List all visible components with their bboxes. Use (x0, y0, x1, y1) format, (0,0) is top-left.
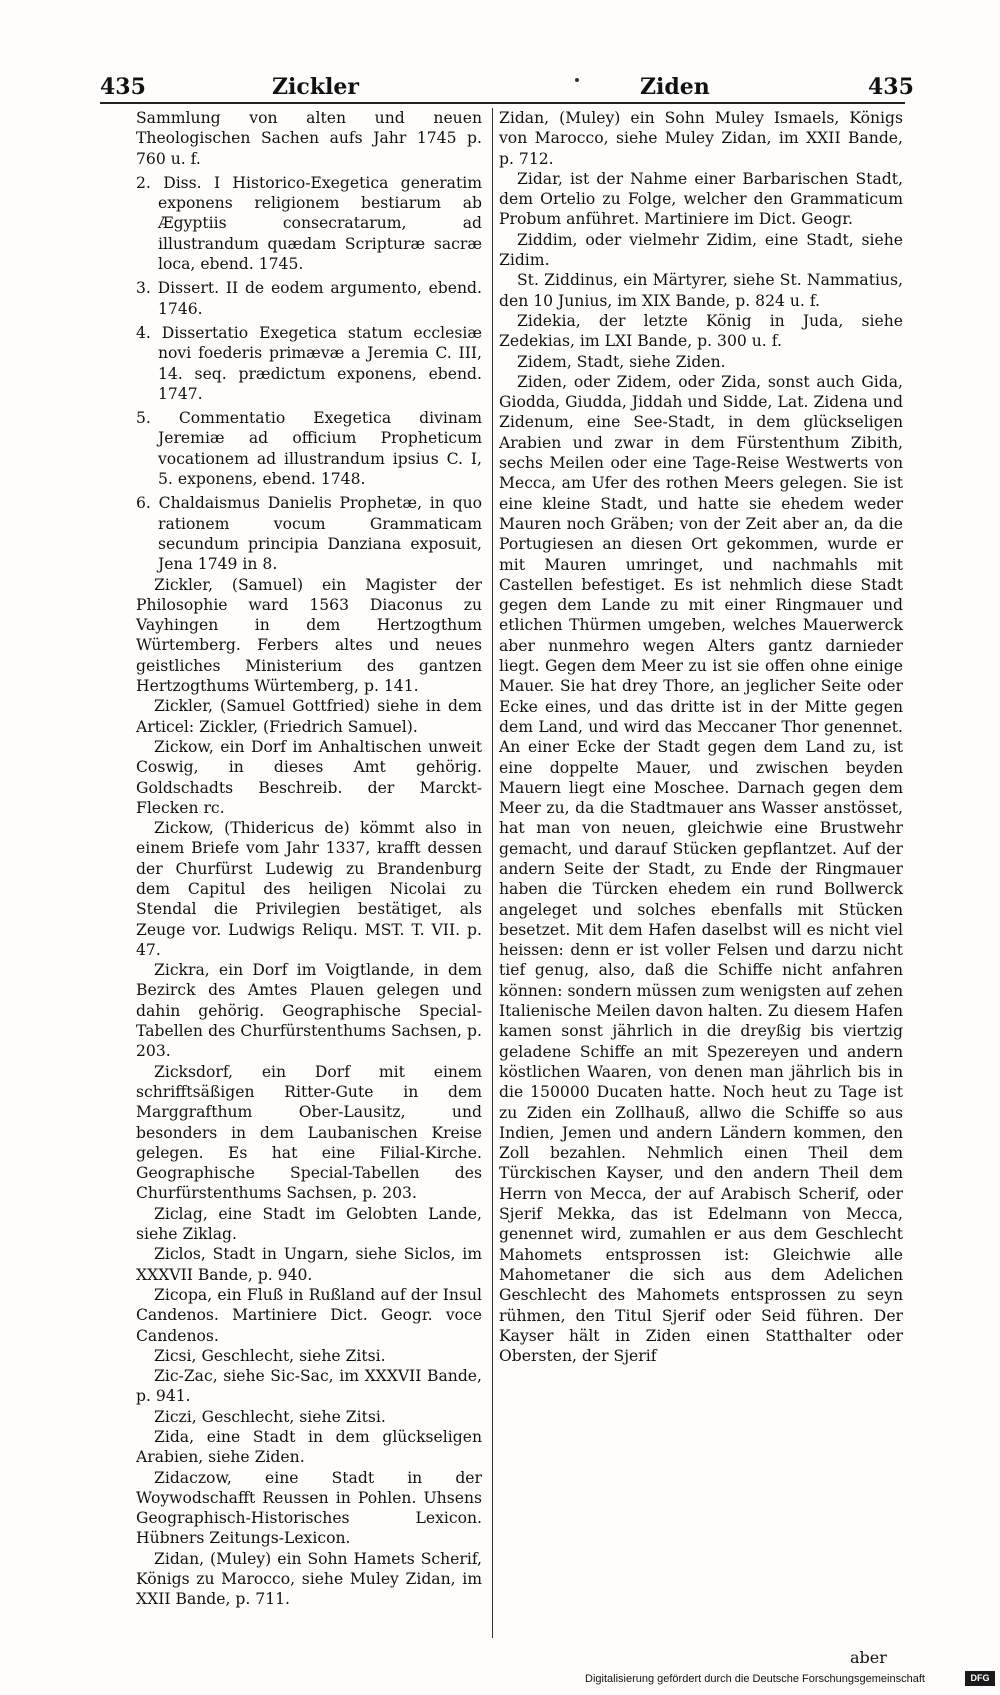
header-ornament (575, 78, 579, 82)
dictionary-entry: Ziclag, eine Stadt im Gelobten Lande, siehe Ziklag. (136, 1204, 482, 1244)
header-rule (100, 102, 905, 104)
dictionary-entry: Ziczi, Geschlecht, siehe Zitsi. (154, 1407, 386, 1426)
digitization-credit: Digitalisierung gefördert durch die Deutsche Forschungsgemeinschaft (585, 1673, 925, 1685)
dictionary-entry: Ziddim, oder vielmehr Zidim, eine Stadt, siehe Zidim. (499, 230, 903, 270)
dictionary-entry: Zidem, Stadt, siehe Ziden. (517, 352, 726, 371)
numbered-item: 5. Commentatio Exegetica divinam Jeremiæ ad officium Propheticum vocationem ad illustrandum ipsius C. I, 5. exponens, ebend. 1748. (136, 409, 482, 489)
dictionary-entry: Zickow, (Thidericus de) kömmt also in einem Briefe vom Jahr 1337, krafft dessen der Churfürst Ludewig zu Brandenburg dem Capitul des heiligen Nicolai zu Stendal die Privilegien bestätiget, als Zeuge vor. Ludwigs Reliqu. MST. T. VII. p. 47. (136, 819, 482, 959)
right-column (499, 108, 903, 1366)
numbered-item: 2. Diss. I Historico-Exegetica generatim exponens religionem bestiarum ab Ægyptiis consecratarum, ad illustrandum quædam Scripturæ sacræ loca, ebend. 1745. (136, 173, 482, 274)
dfg-logo: DFG (965, 1671, 995, 1686)
page-number-left: 435 (100, 74, 146, 100)
dictionary-entry: Zickler, (Samuel Gottfried) siehe in dem Articel: Zickler, (Friedrich Samuel). (136, 697, 482, 736)
running-head-right: Ziden (640, 74, 710, 100)
catchword: aber (850, 1648, 887, 1667)
dictionary-entry: Zickra, ein Dorf im Voigtlande, in dem Bezirck des Amtes Plauen gelegen und dahin gehörig. Geographische Special-Tabellen des Churfürstenthums Sachsen, p. 203. (136, 961, 482, 1061)
dictionary-entry: Ziden, oder Zidem, oder Zida, sonst auch Gida, Giodda, Giudda, Jiddah und Sidde, Lat. Zidena und Zidenum, eine See-Stadt, in dem glückseligen Arabien und zwar in dem Fürstenthum Zibith, sechs Meilen oder eine Tage-Reise Westwerts von Mecca, am Ufer des rothen Meers gelegen. Sie ist eine kleine Stadt, und hatte sie ehedem weder Mauren noch Gräben; von der Zeit aber an, da die Portugiesen an diesen Ort gekommen, wurde er mit Mauren umringet, und nachmahls mit Castellen befestiget. Es ist nehmlich diese Stadt gegen dem Lande zu mit einer Ringmauer und etlichen Thürmen umgeben, welches Mauerwerck aber nunmehro wegen Alters gantz darnieder liegt. Gegen dem Meer zu ist sie offen ohne einige Mauer. Sie hat drey Thore, an jeglicher Seite oder Ecke eines, und das dritte ist in der Mitte gegen dem Land, und wird das Meccaner Thor genennet. An einer Ecke der Stadt gegen dem Land zu, ist eine doppelte Mauer, und zwischen beyden Mauern liegt eine Moschee. Darnach gegen dem Meer zu, da die Stadtmauer ans Wasser anstösset, hat man von neuen, gleichwie eine Brustwehr gemacht, und darauf Stücken gepflantzet. Auf der andern Seite der Stadt, zu Ende der Ringmauer haben die Türcken ehedem ein rund Bollwerck angeleget und solches ebenfalls mit Stücken besetzet. Mit dem Hafen daselbst will es nicht viel heissen: denn er ist voller Felsen und darzu nicht tief genug, also, daß die Schiffe nicht anfahren können: sondern müssen zum wenigsten auf zehen Italienische Meilen davon halten. Zu diesem Hafen kamen sonst jährlich in die dreyßig bis viertzig geladene Schiffe an mit Spezereyen und andern köstlichen Waaren, von denen man jährlich bis in die 150000 Ducaten hatte. Noch heut zu Tage ist zu Ziden ein Zollhauß, allwo die Schiffe so aus Indien, Jemen und andern Ländern kommen, den Zoll bezahlen. Nehmlich einen Theil dem Türckischen Kayser, und den andern Theil dem Herrn von Mecca, der auf Arabisch Scherif, oder Sjerif Mekka, das ist Edelmann von Mecca, genennet wird, zumahlen er aus dem Geschlecht Mahomets entsprossen ist: Gleichwie alle Mahometaner die sich aus dem Adelichen Geschlecht des Mahomets entsprossen zu seyn rühmen, den Titul Sjerif oder Seid führen. Der Kayser hält in Ziden einen Statthalter oder Obersten, der Sjerif (499, 372, 903, 1366)
running-head-left: Zickler (272, 74, 360, 100)
dictionary-entry: St. Ziddinus, ein Märtyrer, siehe St. Nammatius, den 10 Junius, im XIX Bande, p. 824 u. f. (499, 271, 903, 310)
page-number-right: 435 (868, 74, 914, 100)
numbered-item: 4. Dissertatio Exegetica statum ecclesiæ novi foederis primævæ a Jeremia C. III, 14. seq. prædictum exponens, ebend. 1747. (136, 323, 482, 403)
dictionary-entry: Zic-Zac, siehe Sic-Sac, im XXXVII Bande, p. 941. (136, 1367, 482, 1406)
dictionary-entry: Zidar, ist der Nahme einer Barbarischen Stadt, dem Ortelio zu Folge, welcher den Grammaticum Probum anführet. Martiniere im Dict. Geogr. (499, 169, 903, 229)
dictionary-entry: Zicksdorf, ein Dorf mit einem schrifftsäßigen Ritter-Gute in dem Marggrafthum Ober-Lausitz, und besonders in dem Laubanischen Kreise gelegen. Es hat eine Filial-Kirche. Geographische Special-Tabellen des Churfürstenthums Sachsen, p. 203. (136, 1062, 482, 1203)
dictionary-entry: Sammlung von alten und neuen Theologischen Sachen aufs Jahr 1745 p. 760 u. f. (136, 109, 482, 168)
numbered-item: 6. Chaldaismus Danielis Prophetæ, in quo rationem vocum Grammaticam secundum principia Danziana exposuit, Jena 1749 in 8. (136, 494, 482, 574)
dictionary-entry: Zidaczow, eine Stadt in der Woywodschafft Reussen in Pohlen. Uhsens Geographisch-Historisches Lexicon. Hübners Zeitungs-Lexicon. (136, 1468, 482, 1548)
dictionary-entry: Zida, eine Stadt in dem glückseligen Arabien, siehe Ziden. (136, 1428, 482, 1467)
dictionary-entry: Zidan, (Muley) ein Sohn Muley Ismaels, Königs von Marocco, siehe Muley Zidan, im XXII Bande, p. 712. (499, 109, 903, 168)
numbered-item: 3. Dissert. II de eodem argumento, ebend. 1746. (136, 279, 482, 318)
dictionary-entry: Ziclos, Stadt in Ungarn, siehe Siclos, im XXXVII Bande, p. 940. (136, 1245, 482, 1284)
dictionary-entry: Zickow, ein Dorf im Anhaltischen unweit Coswig, in dieses Amt gehörig. Goldschadts Beschreib. der Marckt-Flecken rc. (136, 737, 482, 817)
dictionary-entry: Zickler, (Samuel) ein Magister der Philosophie ward 1563 Diaconus zu Vayhingen in dem Hertzogthum Würtemberg. Ferbers altes und neues geistliches Ministerium des gantzen Hertzogthums Würtemberg, p. 141. (136, 575, 482, 696)
dictionary-entry: Zidan, (Muley) ein Sohn Hamets Scherif, Königs zu Marocco, siehe Muley Zidan, im XXII Bande, p. 711. (136, 1549, 482, 1609)
column-divider (492, 108, 493, 1638)
dictionary-entry: Zicopa, ein Fluß in Rußland auf der Insul Candenos. Martiniere Dict. Geogr. voce Candenos. (136, 1285, 482, 1345)
left-column (136, 108, 482, 1610)
dictionary-entry: Zicsi, Geschlecht, siehe Zitsi. (154, 1346, 386, 1365)
dictionary-entry: Zidekia, der letzte König in Juda, siehe Zedekias, im LXI Bande, p. 300 u. f. (499, 311, 903, 351)
